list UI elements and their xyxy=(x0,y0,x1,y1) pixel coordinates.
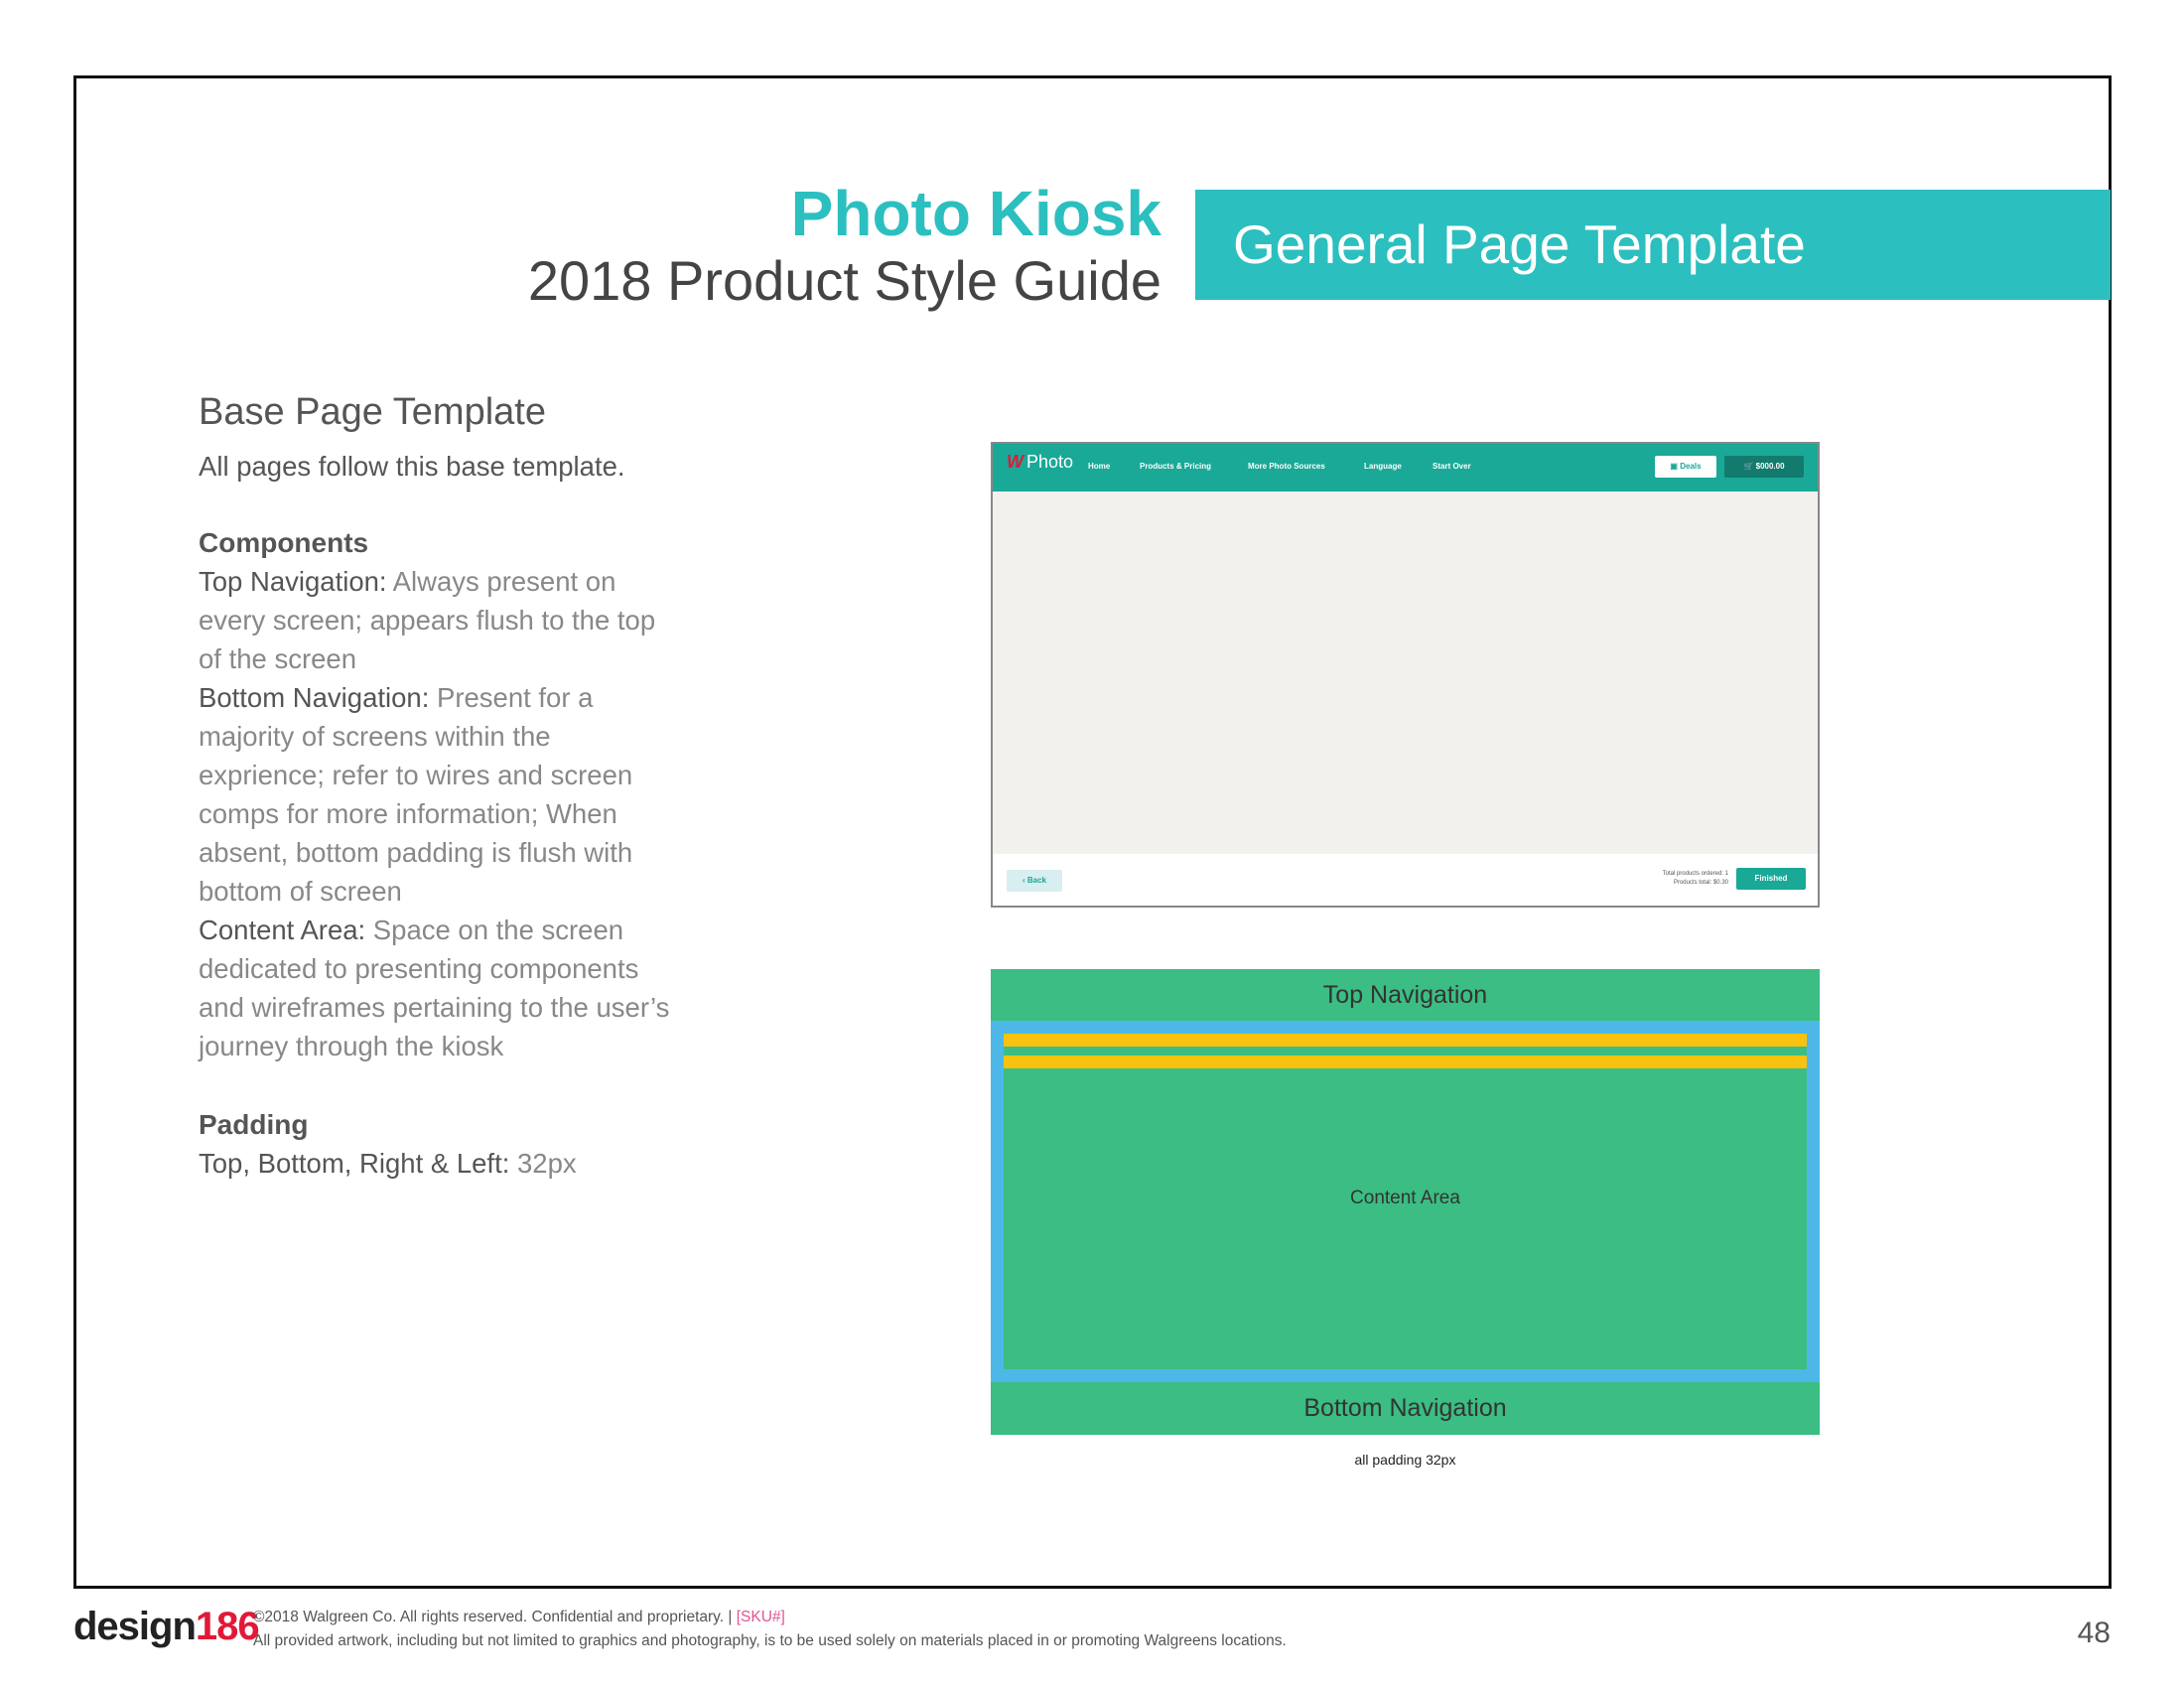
content-area-text: Space on the screen dedicated to presenting components and wireframes pertaining to the user’s journey through the kiosk xyxy=(199,914,670,1061)
walgreens-w-icon: W xyxy=(1007,452,1024,472)
mock-finished-button[interactable]: Finished xyxy=(1736,868,1806,890)
mock-top-navigation xyxy=(993,444,1818,492)
bottom-nav-text: Present for a majority of screens within the exprience; refer to wires and screen comps for more information; When absent, bottom padding is flush with bottom of screen xyxy=(199,682,633,907)
mock-cart-total: $000.00 xyxy=(1755,462,1785,471)
padding-key: Top, Bottom, Right & Left: xyxy=(199,1148,510,1179)
top-nav-text: Always present on every screen; appears flush to the top of the screen xyxy=(199,566,656,674)
mock-nav-home[interactable]: Home xyxy=(1088,462,1111,471)
mock-nav-products[interactable]: Products & Pricing xyxy=(1140,462,1212,471)
walgreens-photo-logo xyxy=(1007,452,1073,473)
padding-heading: Padding xyxy=(199,1109,309,1140)
mock-products-total: Products total: $0.30 xyxy=(1673,880,1728,886)
diagram-note: all padding 32px xyxy=(1354,1452,1456,1468)
sku-placeholder: [SKU#] xyxy=(736,1609,785,1625)
mock-cart-button[interactable] xyxy=(1724,456,1804,478)
mock-order-totals xyxy=(1663,870,1728,888)
deals-icon: ▣ xyxy=(1670,462,1681,471)
cart-icon: 🛒 xyxy=(1743,462,1756,471)
doc-title: Photo Kiosk xyxy=(790,178,1161,249)
section-banner: General Page Template xyxy=(1195,190,2111,300)
diagram-padding-bar xyxy=(1004,1055,1807,1068)
diagram-content-area xyxy=(1004,1034,1807,1369)
footer-line-1 xyxy=(253,1606,1287,1629)
diagram-bottom-navigation: Bottom Navigation xyxy=(991,1382,1820,1435)
top-nav-description xyxy=(199,562,675,678)
section-heading: Base Page Template xyxy=(199,391,546,433)
mock-logo-text: Photo xyxy=(1026,452,1074,472)
mock-nav-language[interactable]: Language xyxy=(1364,462,1402,471)
padding-description xyxy=(199,1144,675,1183)
logo-word: design xyxy=(73,1605,196,1648)
mock-bottom-navigation xyxy=(993,854,1818,906)
page-header xyxy=(528,179,1161,314)
bottom-nav-description xyxy=(199,678,675,911)
doc-subtitle: 2018 Product Style Guide xyxy=(527,249,1161,312)
padding-value: 32px xyxy=(509,1148,577,1179)
components-heading: Components xyxy=(199,527,369,558)
content-area-key: Content Area: xyxy=(199,914,366,945)
kiosk-screen-mockup xyxy=(991,442,1820,908)
diagram-padding-bar xyxy=(1004,1034,1807,1047)
mock-back-button[interactable]: ‹ Back xyxy=(1007,870,1062,892)
mock-nav-photo-sources[interactable]: More Photo Sources xyxy=(1248,462,1325,471)
page-number: 48 xyxy=(2077,1617,2111,1649)
diagram-padding-frame xyxy=(991,1021,1820,1382)
mock-deals-label: Deals xyxy=(1680,462,1702,471)
diagram-content-label: Content Area xyxy=(1350,1188,1460,1208)
footer-legal xyxy=(253,1606,1287,1653)
description-column xyxy=(199,387,675,1183)
copyright-text: ©2018 Walgreen Co. All rights reserved. Confidential and proprietary. | xyxy=(253,1609,737,1625)
intro-text: All pages follow this base template. xyxy=(199,451,625,482)
top-nav-key: Top Navigation: xyxy=(199,566,387,597)
mock-nav-start-over[interactable]: Start Over xyxy=(1433,462,1471,471)
mock-deals-button[interactable] xyxy=(1655,456,1716,478)
footer-line-2: All provided artwork, including but not limited to graphics and photography, is to be used solely on materials placed in or promoting Walgreens locations. xyxy=(253,1632,1287,1649)
logo-number: 186 xyxy=(195,1605,259,1648)
layout-diagram xyxy=(991,969,1820,1435)
mock-total-products: Total products ordered: 1 xyxy=(1662,871,1728,877)
content-area-description xyxy=(199,911,675,1065)
design186-logo xyxy=(73,1605,259,1649)
diagram-top-navigation: Top Navigation xyxy=(991,969,1820,1021)
bottom-nav-key: Bottom Navigation: xyxy=(199,682,430,713)
